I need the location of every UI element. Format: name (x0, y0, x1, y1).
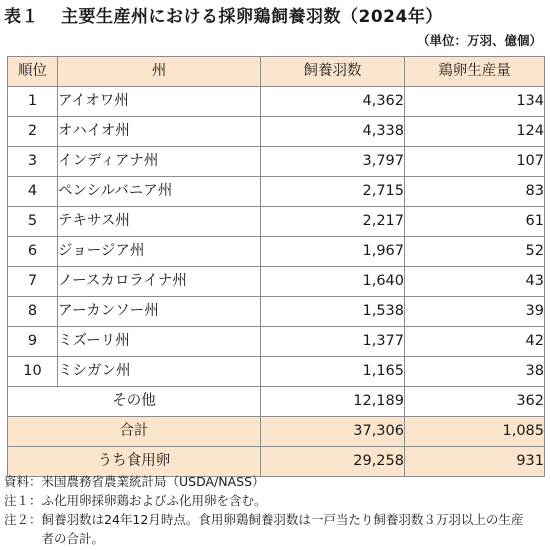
flock-cell: 1,640 (261, 267, 405, 297)
flock-cell: 4,338 (261, 117, 405, 147)
table-row (8, 177, 545, 207)
total-flock: 37,306 (261, 417, 405, 447)
state-cell: ペンシルバニア州 (58, 177, 261, 207)
note-label: 注２： (4, 512, 42, 527)
production-cell: 42 (405, 327, 545, 357)
production-cell: 38 (405, 357, 545, 387)
other-flock: 12,189 (261, 387, 405, 417)
table-row (8, 207, 545, 237)
egg-use-flock: 29,258 (261, 447, 405, 477)
flock-cell: 4,362 (261, 87, 405, 117)
header-flock: 飼養羽数 (261, 57, 405, 87)
table-row (8, 297, 545, 327)
state-cell: ノースカロライナ州 (58, 267, 261, 297)
state-cell: インディアナ州 (58, 147, 261, 177)
source-note (4, 472, 532, 491)
header-production: 鶏卵生産量 (405, 57, 545, 87)
flock-cell: 2,715 (261, 177, 405, 207)
production-cell: 52 (405, 237, 545, 267)
total-production: 1,085 (405, 417, 545, 447)
state-cell: ミズーリ州 (58, 327, 261, 357)
rank-cell: 6 (8, 237, 58, 267)
note-text: ふ化用卵採卵鶏およびふ化用卵を含む。 (41, 493, 267, 508)
rank-cell: 4 (8, 177, 58, 207)
rank-cell: 8 (8, 297, 58, 327)
table-row (8, 267, 545, 297)
flock-cell: 1,538 (261, 297, 405, 327)
state-cell: ミシガン州 (58, 357, 261, 387)
state-cell: アイオワ州 (58, 87, 261, 117)
header-state: 州 (58, 57, 261, 87)
rank-cell: 10 (8, 357, 58, 387)
note-text: 米国農務省農業統計局（USDA/NASS） (41, 474, 265, 489)
state-cell: ジョージア州 (58, 237, 261, 267)
note-label: 注１： (4, 493, 42, 508)
flock-cell: 3,797 (261, 147, 405, 177)
production-cell: 107 (405, 147, 545, 177)
table-row (8, 237, 545, 267)
table-row (8, 327, 545, 357)
table-title-text: 主要生産州における採卵鶏飼養羽数（2024年） (61, 7, 443, 27)
note-2 (4, 510, 532, 548)
other-production: 362 (405, 387, 545, 417)
production-cell: 83 (405, 177, 545, 207)
state-cell: アーカンソー州 (58, 297, 261, 327)
rank-cell: 2 (8, 117, 58, 147)
flock-cell: 1,377 (261, 327, 405, 357)
table-row (8, 357, 545, 387)
production-cell: 61 (405, 207, 545, 237)
rank-cell: 7 (8, 267, 58, 297)
state-cell: オハイオ州 (58, 117, 261, 147)
table-number: 表１ (4, 7, 39, 27)
total-row (8, 417, 545, 447)
layer-flock-table (7, 56, 545, 477)
table-title (4, 2, 443, 27)
rank-cell: 1 (8, 87, 58, 117)
note-text: 飼養羽数は24年12月時点。食用卵鶏飼養羽数は一戸当たり飼養羽数３万羽以上の生産者の合計。 (41, 512, 524, 546)
header-rank: 順位 (8, 57, 58, 87)
production-cell: 39 (405, 297, 545, 327)
flock-cell: 1,967 (261, 237, 405, 267)
rank-cell: 5 (8, 207, 58, 237)
other-row (8, 387, 545, 417)
total-label: 合計 (8, 417, 261, 447)
flock-cell: 1,165 (261, 357, 405, 387)
egg-use-production: 931 (405, 447, 545, 477)
note-1 (4, 491, 532, 510)
rank-cell: 9 (8, 327, 58, 357)
state-cell: テキサス州 (58, 207, 261, 237)
rank-cell: 3 (8, 147, 58, 177)
table-notes (4, 472, 532, 548)
production-cell: 124 (405, 117, 545, 147)
production-cell: 134 (405, 87, 545, 117)
table-row (8, 117, 545, 147)
other-label: その他 (8, 387, 261, 417)
unit-label: （単位：万羽、億個） (416, 33, 542, 48)
production-cell: 43 (405, 267, 545, 297)
flock-cell: 2,217 (261, 207, 405, 237)
table-row (8, 87, 545, 117)
egg-use-label: うち食用卵 (8, 447, 261, 477)
note-label: 資料： (4, 474, 42, 489)
table-header-row (8, 57, 545, 87)
table-row (8, 147, 545, 177)
